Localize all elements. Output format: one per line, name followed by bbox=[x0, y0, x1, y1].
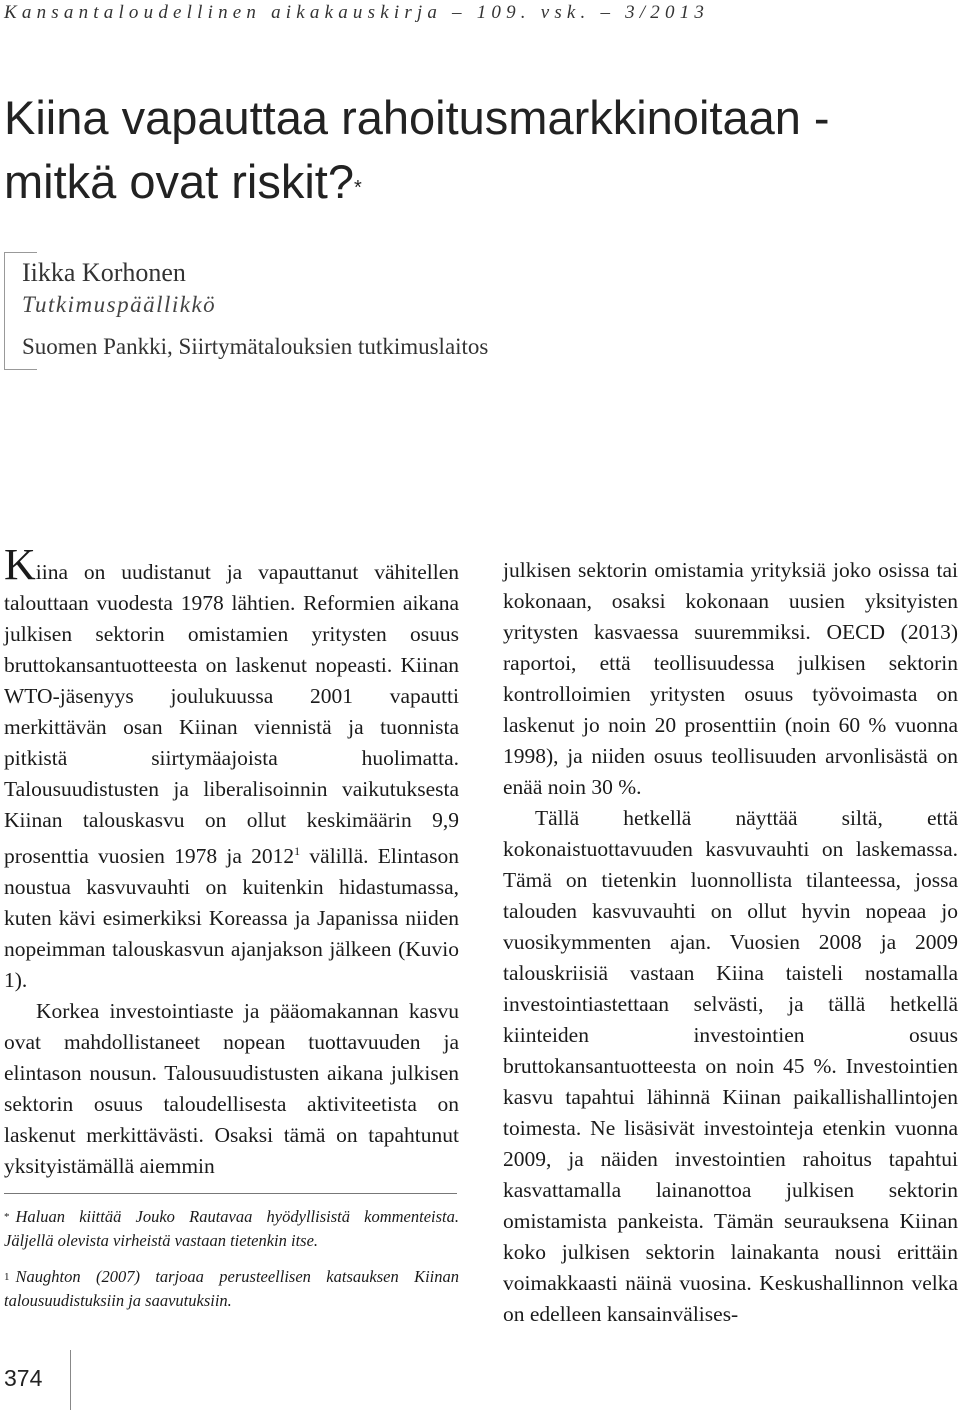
page-number-divider bbox=[70, 1350, 71, 1410]
footnote-ref-1: 1 bbox=[294, 844, 301, 858]
right-paragraph-2: Tällä hetkellä näyttää siltä, että kokonaistuottavuuden kasvuvauhti on laskemassa. Tämä on tietenkin luonnollista tilanteessa, jossa talouden kasvuvauhti on ollut hyvin nopeaa jo vuosikymmenten ajan. Vuosien 2008 ja 2009 talouskriisiä vastaan Kiina taisteli nostamalla investointiastettaan selvästi, ja tällä hetkellä kiinteiden investointien osuus bruttokansantuotteesta on noin 45 %. Investointien kasvu tapahtui lähinnä Kiinan paikallishallintojen toimesta. Ne lisäsivät investointeja etenkin vuonna 2009, ja näiden investointien rahoitus tapahtui kasvattamalla lainanottoa julkisen sektorin omistamista pankeista. Tämän seurauksena Kiinan koko julkisen sektorin lainakanta nousi erittäin voimakkaasti näinä vuosina. Keskushallinnon velka on edelleen kansainvälises- bbox=[503, 806, 958, 1326]
footnote-2 bbox=[4, 1265, 459, 1313]
page-number: 374 bbox=[4, 1365, 43, 1391]
article-title bbox=[4, 86, 944, 214]
title-line-1: Kiina vapauttaa rahoitusmarkkinoitaan - bbox=[4, 91, 830, 144]
footnote-1 bbox=[4, 1205, 459, 1253]
left-paragraph-1-end: välillä. Elintason noustua kasvuvauhti on kuitenkin hidastumassa, kuten kävi esimerkiksi Koreassa ja Japanissa niiden nopeimman talouskasvun ajanjakson jälkeen (Kuvio 1). bbox=[4, 844, 459, 993]
left-paragraph-1 bbox=[4, 540, 459, 996]
footnote-2-text: Naughton (2007) tarjoaa perusteellisen katsauksen Kiinan talousuudistuksiin ja saavutuksiin. bbox=[4, 1267, 459, 1310]
drop-cap: K bbox=[4, 540, 36, 589]
title-footnote-mark: * bbox=[353, 177, 362, 199]
title-line-2: mitkä ovat riskit? bbox=[4, 155, 354, 208]
author-affiliation: Suomen Pankki, Siirtymätalouksien tutkimuslaitos bbox=[22, 334, 489, 359]
author-role: Tutkimuspäällikkö bbox=[22, 292, 217, 317]
journal-header: Kansantaloudellinen aikakauskirja – 109. vsk. – 3/2013 bbox=[4, 2, 710, 23]
right-paragraph-1: julkisen sektorin omistamia yrityksiä joko osissa tai kokonaan, osaksi kokonaan uusien yksityisten yritysten kasvaessa suuremmiksi. OECD (2013) raportoi, että teollisuudessa julkisen sektorin kontrolloimien yritysten osuus työvoimasta on laskenut jo noin 20 prosenttiin (noin 60 % vuonna 1998), ja niiden osuus teollisuuden arvonlisästä on enää noin 30 %. bbox=[503, 558, 958, 799]
right-column bbox=[503, 555, 958, 1330]
footnote-2-mark: 1 bbox=[4, 1271, 10, 1283]
footnote-1-mark: * bbox=[4, 1211, 10, 1223]
left-paragraph-2: Korkea investointiaste ja pääomakannan kasvu ovat mahdollistaneet nopean tuottavuuden ja elintason nousun. Talousuudistusten aikana julkisen sektorin osuus taloudellisesta aktiviteetista on laskenut merkittävästi. Osaksi tämä on tapahtunut yksityistämällä aiemmin bbox=[4, 999, 459, 1179]
left-column bbox=[4, 540, 459, 1182]
author-name: Iikka Korhonen bbox=[22, 258, 186, 287]
footnote-1-text: Haluan kiittää Jouko Rautavaa hyödyllisistä kommenteista. Jäljellä olevista virheistä vastaan tietenkin itse. bbox=[4, 1207, 459, 1250]
left-paragraph-1-text: iina on uudistanut ja vapauttanut vähitellen talouttaan vuodesta 1978 lähtien. Reformien aikana julkisen sektorin omistamien yritysten osuus bruttokansantuotteesta on laskenut nopeasti. Kiinan WTO-jäsenyys joulukuussa 2001 vapautti merkittävän osan Kiinan viennistä ja tuonnista pitkistä siirtymäajoista huolimatta. Talousuudistusten ja liberalisoinnin vaikutuksesta Kiinan talouskasvu on ollut keskimäärin 9,9 prosenttia vuosien 1978 ja 2012 bbox=[4, 560, 459, 869]
footnotes bbox=[4, 1205, 459, 1325]
footnote-divider bbox=[4, 1193, 457, 1194]
